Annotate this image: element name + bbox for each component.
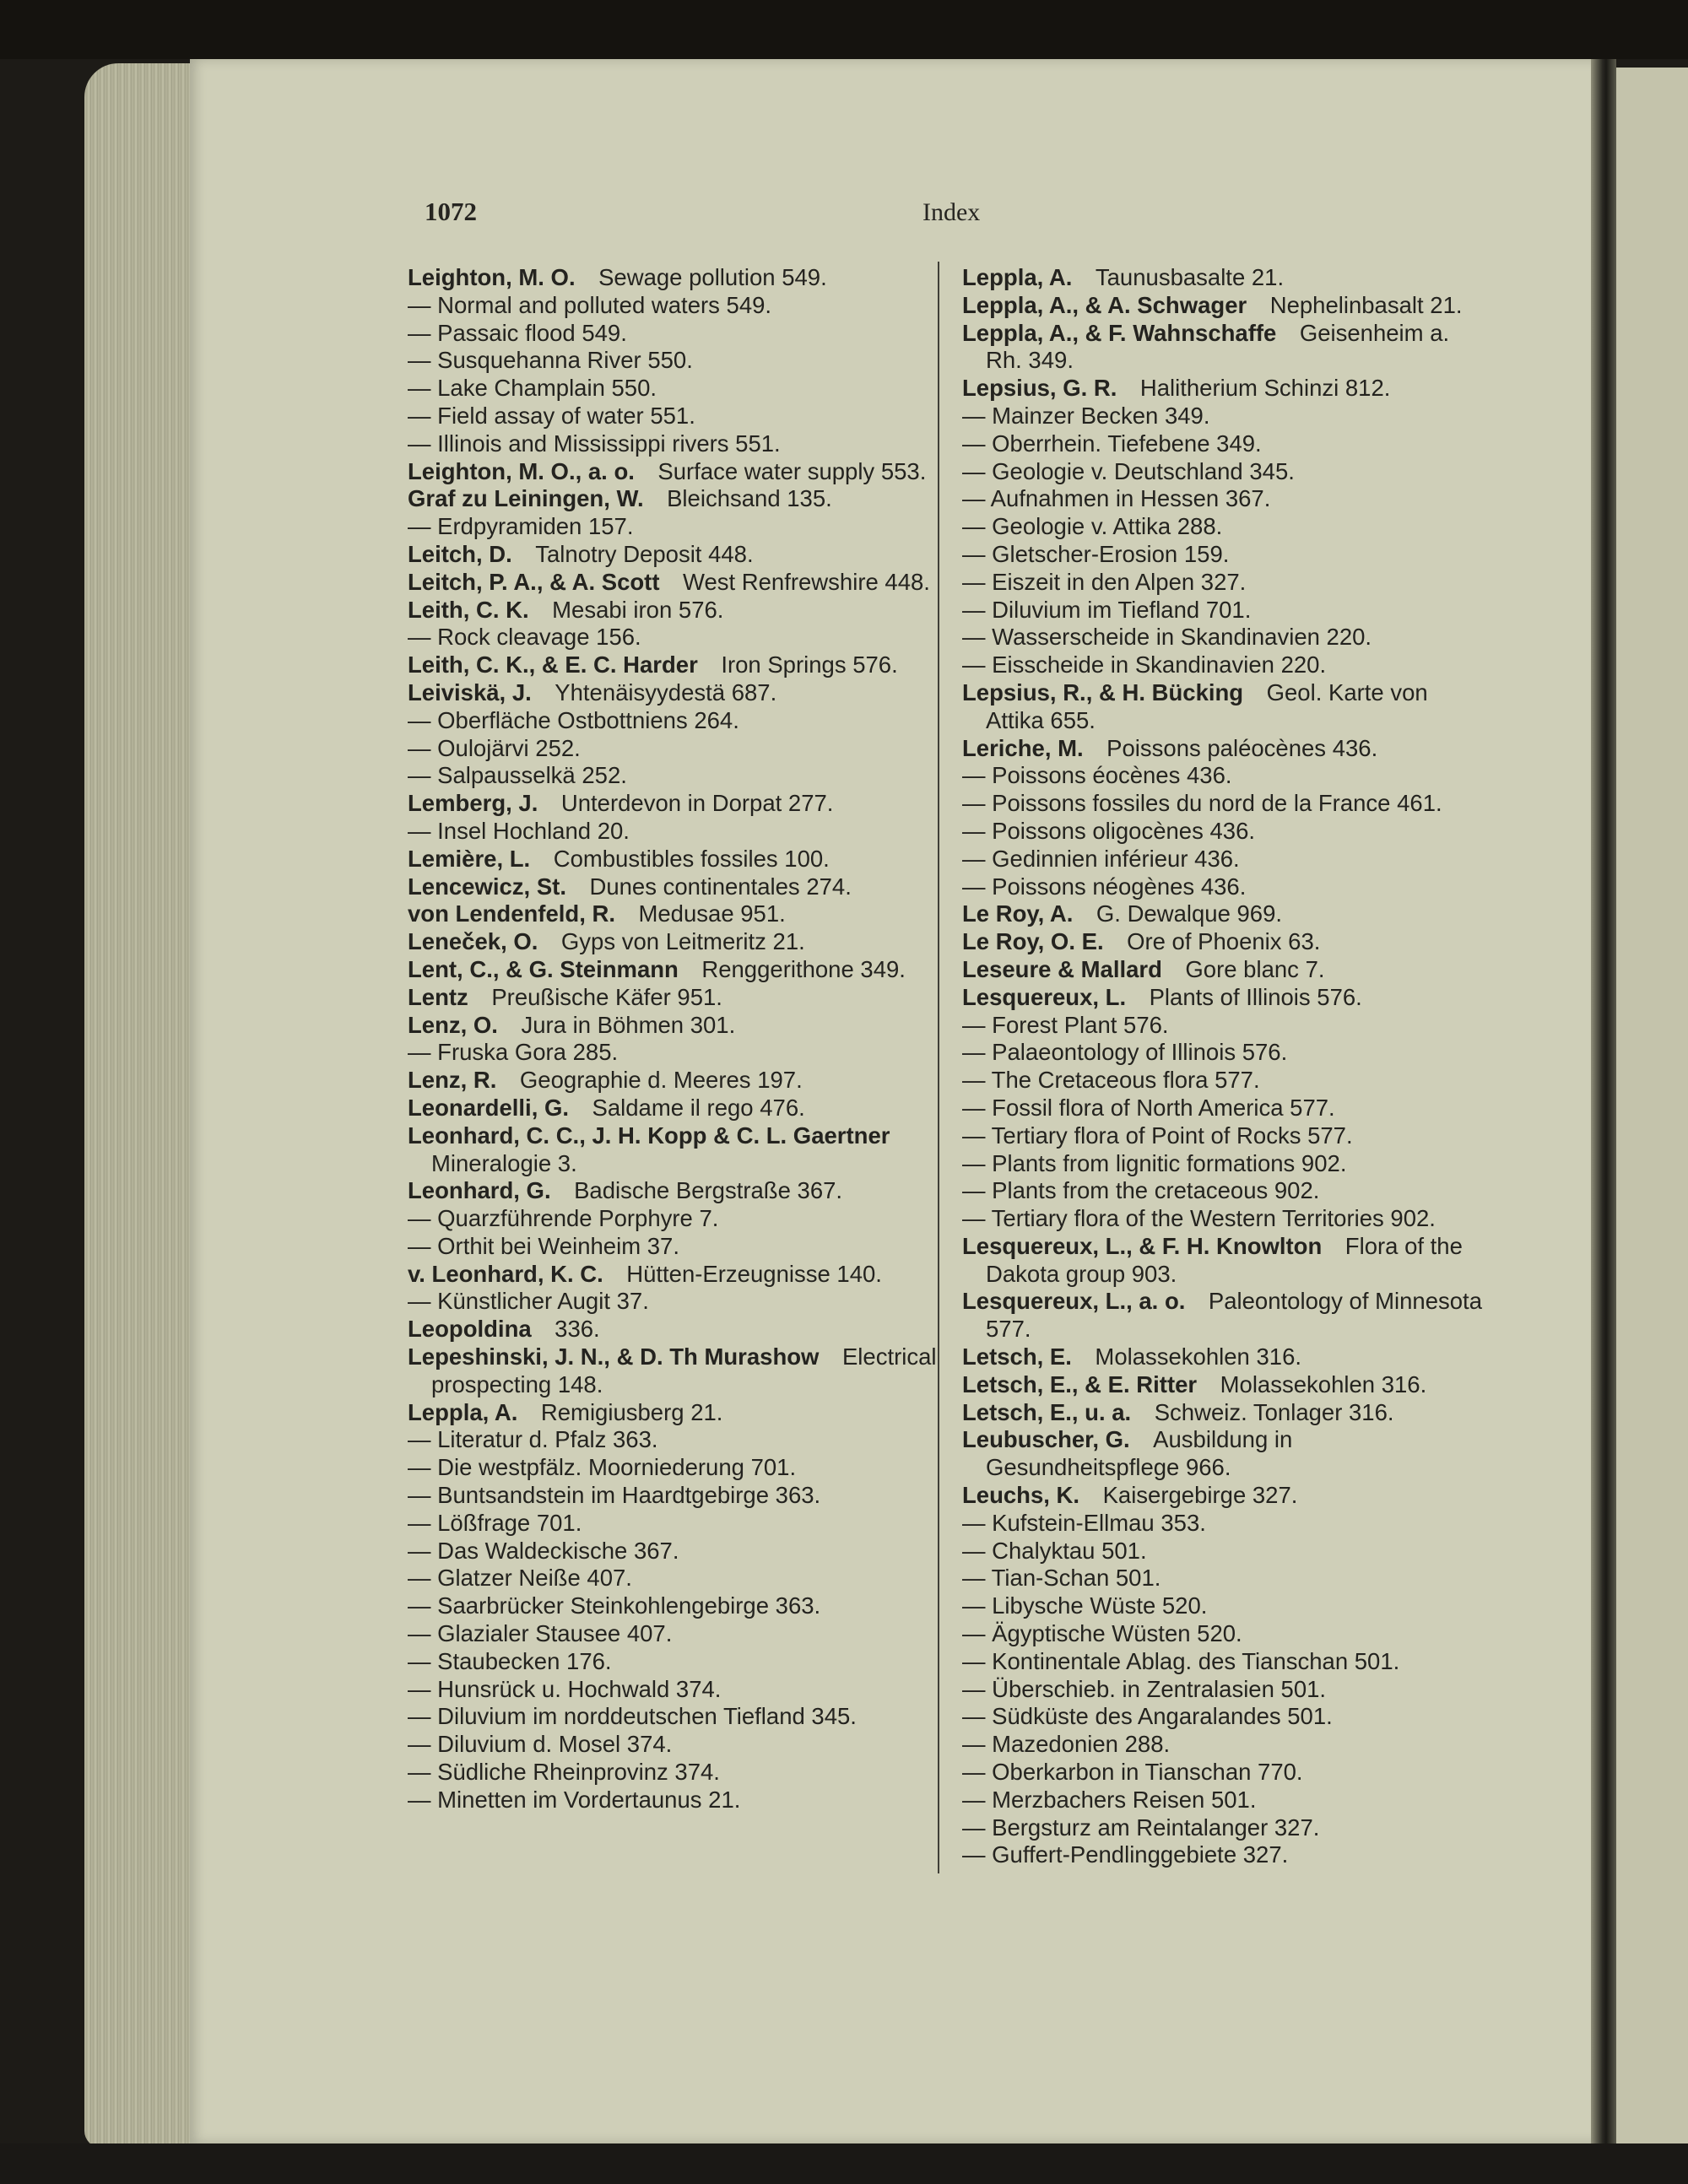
- entry-title: — Poissons éocènes 436.: [962, 762, 1232, 789]
- index-entry: [408, 1399, 937, 1427]
- entry-title: — Plants from lignitic formations 902.: [962, 1149, 1347, 1176]
- entry-title: — Oulojärvi 252.: [408, 734, 581, 761]
- index-entry: [962, 320, 1487, 376]
- index-entry: [962, 1039, 1487, 1067]
- index-entry: [408, 956, 937, 984]
- index-entry: [408, 1067, 937, 1095]
- entry-title: — Literatur d. Pfalz 363.: [408, 1426, 658, 1453]
- entry-title: — Gedinnien inférieur 436.: [962, 845, 1240, 872]
- entry-title: Yhtenäisyydestä 687.: [555, 678, 777, 705]
- entry-title: — Tertiary flora of the Western Territories 902.: [962, 1205, 1436, 1232]
- entry-title: Kaisergebirge 327.: [1102, 1482, 1298, 1509]
- entry-title: — Geologie v. Deutschland 345.: [962, 457, 1295, 484]
- entry-title: — Oberkarbon in Tianschan 770.: [962, 1759, 1303, 1786]
- index-entry: [962, 597, 1487, 624]
- index-entry: [962, 292, 1487, 320]
- entry-author: Leith, C. K., & E. C. Harder: [408, 651, 698, 678]
- index-entry: [408, 430, 937, 458]
- entry-author: Lemière, L.: [408, 845, 531, 872]
- entry-title: Plants of Illinois 576.: [1149, 983, 1362, 1010]
- entry-author: Leonhard, C. C., J. H. Kopp & C. L. Gaertner: [408, 1122, 890, 1149]
- entry-author: Lenz, O.: [408, 1011, 498, 1038]
- index-entry: [962, 513, 1487, 541]
- index-entry: [962, 1538, 1487, 1565]
- index-entry: [962, 679, 1487, 735]
- index-entry: [408, 1039, 937, 1067]
- entry-title: Paleontology of Minnesota 577.: [986, 1288, 1482, 1343]
- entry-title: — Lößfrage 701.: [408, 1509, 582, 1536]
- index-entry: [962, 900, 1487, 928]
- entry-author: Graf zu Leiningen, W.: [408, 485, 644, 512]
- entry-author: Le Roy, A.: [962, 900, 1074, 927]
- entry-title: Geol. Karte von Attika 655.: [986, 678, 1428, 733]
- index-entry: [962, 458, 1487, 486]
- index-entry: [962, 1648, 1487, 1676]
- index-entry: [962, 430, 1487, 458]
- entry-title: G. Dewalque 969.: [1096, 900, 1283, 927]
- entry-title: — Kontinentale Ablag. des Tianschan 501.: [962, 1647, 1400, 1674]
- index-entry: [408, 597, 937, 624]
- entry-author: Lesquereux, L., a. o.: [962, 1288, 1186, 1315]
- index-entry: [408, 1261, 937, 1289]
- entry-title: Mesabi iron 576.: [552, 596, 724, 623]
- index-entry: [408, 513, 937, 541]
- entry-title: Combustibles fossiles 100.: [553, 845, 830, 872]
- entry-title: Unterdevon in Dorpat 277.: [560, 790, 834, 817]
- entry-title: — Fruska Gora 285.: [408, 1039, 619, 1066]
- index-entry: [408, 984, 937, 1012]
- index-entry: [408, 1620, 937, 1648]
- entry-title: — Chalyktau 501.: [962, 1537, 1147, 1564]
- index-entry: [962, 818, 1487, 846]
- index-entry: [408, 735, 937, 763]
- index-entry: [408, 1510, 937, 1538]
- entry-title: Geographie d. Meeres 197.: [519, 1067, 803, 1094]
- entry-title: — Salpausselkä 252.: [408, 762, 627, 789]
- entry-title: — Fossil flora of North America 577.: [962, 1094, 1335, 1121]
- index-entry: [408, 485, 937, 513]
- index-entry: [408, 1592, 937, 1620]
- entry-title: Molassekohlen 316.: [1095, 1343, 1302, 1370]
- index-entry: [962, 569, 1487, 597]
- entry-author: Leonardelli, G.: [408, 1094, 570, 1121]
- index-entry: [408, 1177, 937, 1205]
- entry-title: Surface water supply 553.: [657, 457, 927, 484]
- entry-title: — Libysche Wüste 520.: [962, 1592, 1208, 1619]
- entry-author: Leppla, A., & A. Schwager: [962, 291, 1247, 318]
- index-entry: [408, 928, 937, 956]
- index-entry: [408, 1676, 937, 1704]
- entry-title: — Glazialer Stausee 407.: [408, 1620, 673, 1647]
- index-entry: [962, 1482, 1487, 1510]
- entry-title: — Die westpfälz. Moorniederung 701.: [408, 1454, 797, 1481]
- entry-title: Talnotry Deposit 448.: [535, 540, 754, 567]
- entry-title: — Aufnahmen in Hessen 367.: [962, 485, 1271, 512]
- index-entry: [962, 1592, 1487, 1620]
- entry-title: Nephelinbasalt 21.: [1269, 291, 1463, 318]
- index-entry: [962, 1510, 1487, 1538]
- entry-title: Gore blanc 7.: [1185, 955, 1325, 982]
- index-entry: [408, 1343, 937, 1399]
- index-entry: [408, 790, 937, 818]
- entry-title: 336.: [555, 1316, 600, 1343]
- index-entry: [962, 1814, 1487, 1842]
- index-entry: [408, 846, 937, 873]
- index-entry: [962, 956, 1487, 984]
- entry-title: — Merzbachers Reisen 501.: [962, 1786, 1257, 1813]
- index-entry: [962, 1343, 1487, 1371]
- index-entry: [408, 1538, 937, 1565]
- entry-title: Poissons paléocènes 436.: [1106, 734, 1378, 761]
- entry-title: — Glatzer Neiße 407.: [408, 1565, 632, 1592]
- entry-title: Flora of the Dakota group 903.: [986, 1232, 1463, 1287]
- entry-author: Leneček, O.: [408, 928, 538, 955]
- index-entry: [962, 651, 1487, 679]
- index-entry: [408, 264, 937, 292]
- index-entry: [962, 762, 1487, 790]
- entry-title: — Illinois and Mississippi rivers 551.: [408, 430, 781, 457]
- entry-title: Iron Springs 576.: [721, 651, 898, 678]
- index-entry: [962, 1288, 1487, 1343]
- index-entry: [962, 1426, 1487, 1482]
- scan-background-bottom: [0, 2143, 1688, 2184]
- entry-title: — Kufstein-Ellmau 353.: [962, 1509, 1206, 1536]
- index-entry: [408, 1454, 937, 1482]
- entry-title: — Staubecken 176.: [408, 1647, 612, 1674]
- entry-title: — Eisscheide in Skandinavien 220.: [962, 651, 1327, 678]
- running-head: Index: [922, 198, 981, 226]
- index-entry: [962, 735, 1487, 763]
- entry-title: — Ägyptische Wüsten 520.: [962, 1620, 1242, 1647]
- entry-author: Lencewicz, St.: [408, 873, 566, 900]
- index-entry: [962, 1731, 1487, 1759]
- entry-title: — Südliche Rheinprovinz 374.: [408, 1759, 720, 1786]
- entry-author: Leiviskä, J.: [408, 678, 532, 705]
- entry-title: — Forest Plant 576.: [962, 1011, 1169, 1038]
- entry-title: Geisenheim a. Rh. 349.: [986, 319, 1450, 374]
- index-entry: [408, 1759, 937, 1787]
- entry-title: — Poissons néogènes 436.: [962, 873, 1247, 900]
- entry-author: Lepsius, G. R.: [962, 375, 1117, 402]
- index-entry: [408, 707, 937, 735]
- entry-author: Leppla, A.: [408, 1398, 518, 1425]
- index-entry: [962, 485, 1487, 513]
- entry-title: Renggerithone 349.: [701, 955, 906, 982]
- entry-title: — Diluvium im Tiefland 701.: [962, 596, 1252, 623]
- entry-author: Letsch, E.: [962, 1343, 1072, 1370]
- index-entry: [962, 1399, 1487, 1427]
- entry-title: — Lake Champlain 550.: [408, 375, 657, 402]
- index-entry: [962, 1759, 1487, 1787]
- index-entry: [962, 624, 1487, 651]
- index-entry: [962, 1067, 1487, 1095]
- scan-background-top: [0, 0, 1688, 59]
- entry-title: — Erdpyramiden 157.: [408, 513, 634, 540]
- index-column-left: [408, 264, 937, 1814]
- index-entry: [962, 1565, 1487, 1592]
- entry-author: Leriche, M.: [962, 734, 1084, 761]
- entry-author: Lent, C., & G. Steinmann: [408, 955, 679, 982]
- entry-author: Letsch, E., u. a.: [962, 1398, 1132, 1425]
- entry-title: — Passaic flood 549.: [408, 319, 627, 346]
- entry-title: Bleichsand 135.: [667, 485, 832, 512]
- entry-author: Le Roy, O. E.: [962, 928, 1104, 955]
- entry-author: Lemberg, J.: [408, 790, 538, 817]
- index-entry: [962, 1012, 1487, 1040]
- entry-author: Leighton, M. O.: [408, 264, 576, 290]
- entry-title: — Field assay of water 551.: [408, 402, 695, 429]
- entry-title: Sewage pollution 549.: [598, 264, 827, 290]
- entry-title: — Überschieb. in Zentralasien 501.: [962, 1675, 1327, 1702]
- index-entry: [408, 320, 937, 348]
- index-entry: [408, 1648, 937, 1676]
- entry-author: v. Leonhard, K. C.: [408, 1260, 603, 1287]
- entry-title: — Guffert-Pendlinggebiete 327.: [962, 1841, 1289, 1868]
- index-entry: [408, 762, 937, 790]
- entry-title: — Gletscher-Erosion 159.: [962, 540, 1230, 567]
- entry-title: Medusae 951.: [638, 900, 786, 927]
- entry-title: — Quarzführende Porphyre 7.: [408, 1205, 719, 1232]
- index-entry: [408, 1565, 937, 1592]
- entry-author: Leith, C. K.: [408, 596, 529, 623]
- entry-title: — Oberfläche Ostbottniens 264.: [408, 706, 739, 733]
- index-entry: [408, 624, 937, 651]
- entry-title: — Buntsandstein im Haardtgebirge 363.: [408, 1482, 821, 1509]
- index-column-right: [962, 264, 1487, 1869]
- index-entry: [408, 651, 937, 679]
- index-entry: [408, 1316, 937, 1343]
- entry-title: Ore of Phoenix 63.: [1127, 928, 1321, 955]
- entry-title: Jura in Böhmen 301.: [521, 1011, 736, 1038]
- entry-title: Taunusbasalte 21.: [1095, 264, 1285, 290]
- entry-title: Remigiusberg 21.: [540, 1398, 723, 1425]
- index-entry: [408, 1205, 937, 1233]
- entry-title: — Das Waldeckische 367.: [408, 1537, 679, 1564]
- entry-author: Lepsius, R., & H. Bücking: [962, 678, 1244, 705]
- entry-title: — Mainzer Becken 349.: [962, 402, 1210, 429]
- entry-title: — Rock cleavage 156.: [408, 624, 641, 651]
- entry-author: Leonhard, G.: [408, 1177, 551, 1204]
- index-entry: [408, 347, 937, 375]
- entry-title: — The Cretaceous flora 577.: [962, 1067, 1260, 1094]
- index-entry: [962, 1703, 1487, 1731]
- index-entry: [408, 292, 937, 320]
- entry-title: Hütten-Erzeugnisse 140.: [626, 1260, 882, 1287]
- entry-author: Lesquereux, L.: [962, 983, 1127, 1010]
- entry-title: — Geologie v. Attika 288.: [962, 513, 1223, 540]
- index-entry: [962, 1205, 1487, 1233]
- entry-author: Leseure & Mallard: [962, 955, 1162, 982]
- index-entry: [408, 1731, 937, 1759]
- index-entry: [962, 1371, 1487, 1399]
- entry-author: Lenz, R.: [408, 1067, 497, 1094]
- entry-title: — Poissons oligocènes 436.: [962, 817, 1256, 844]
- index-entry: [408, 1095, 937, 1122]
- entry-title: West Renfrewshire 448.: [682, 568, 930, 595]
- entry-author: Leitch, D.: [408, 540, 512, 567]
- entry-title: — Tertiary flora of Point of Rocks 577.: [962, 1122, 1353, 1149]
- entry-author: Leitch, P. A., & A. Scott: [408, 568, 660, 595]
- index-entry: [962, 790, 1487, 818]
- index-entry: [408, 1703, 937, 1731]
- entry-author: Lepeshinski, J. N., & D. Th Murashow: [408, 1343, 820, 1370]
- index-entry: [408, 1288, 937, 1316]
- index-entry: [962, 984, 1487, 1012]
- entry-author: von Lendenfeld, R.: [408, 900, 615, 927]
- entry-title: Ausbildung in Gesundheitspflege 966.: [986, 1426, 1293, 1481]
- entry-title: — Normal and polluted waters 549.: [408, 291, 772, 318]
- entry-title: — Oberrhein. Tiefebene 349.: [962, 430, 1262, 457]
- page-number: 1072: [425, 197, 477, 226]
- book-gutter: [1591, 59, 1616, 2169]
- index-entry: [962, 541, 1487, 569]
- entry-title: Mineralogie 3.: [431, 1149, 577, 1176]
- index-entry: [408, 1233, 937, 1261]
- index-entry: [962, 1122, 1487, 1150]
- entry-author: Leighton, M. O., a. o.: [408, 457, 635, 484]
- index-entry: [962, 1177, 1487, 1205]
- entry-title: — Minetten im Vordertaunus 21.: [408, 1786, 741, 1813]
- index-entry: [408, 375, 937, 403]
- entry-title: Schweiz. Tonlager 316.: [1154, 1398, 1394, 1425]
- entry-title: — Bergsturz am Reintalanger 327.: [962, 1814, 1320, 1841]
- entry-title: — Eiszeit in den Alpen 327.: [962, 568, 1247, 595]
- index-entry: [962, 873, 1487, 901]
- index-entry: [408, 541, 937, 569]
- index-entry: [962, 375, 1487, 403]
- index-entry: [408, 1122, 937, 1178]
- entry-title: — Künstlicher Augit 37.: [408, 1288, 649, 1315]
- entry-title: Molassekohlen 316.: [1220, 1370, 1427, 1397]
- index-entry: [962, 1233, 1487, 1289]
- entry-title: Dunes continentales 274.: [589, 873, 852, 900]
- index-entry: [408, 1426, 937, 1454]
- index-entry: [408, 1787, 937, 1814]
- index-entry: [962, 1620, 1487, 1648]
- entry-title: Preußische Käfer 951.: [491, 983, 722, 1010]
- entry-title: — Diluvium d. Mosel 374.: [408, 1731, 673, 1758]
- entry-title: — Mazedonien 288.: [962, 1731, 1171, 1758]
- entry-title: Badische Bergstraße 367.: [574, 1177, 843, 1204]
- entry-author: Leppla, A., & F. Wahnschaffe: [962, 319, 1277, 346]
- entry-title: — Orthit bei Weinheim 37.: [408, 1232, 679, 1259]
- index-entry: [408, 403, 937, 430]
- entry-author: Leopoldina: [408, 1316, 532, 1343]
- index-entry: [962, 846, 1487, 873]
- entry-title: — Plants from the cretaceous 902.: [962, 1177, 1320, 1204]
- index-entry: [408, 900, 937, 928]
- index-entry: [962, 403, 1487, 430]
- index-entry: [962, 1787, 1487, 1814]
- index-entry: [962, 1676, 1487, 1704]
- entry-title: — Wasserscheide in Skandinavien 220.: [962, 624, 1372, 651]
- column-divider: [938, 262, 939, 1873]
- index-entry: [408, 679, 937, 707]
- entry-title: Gyps von Leitmeritz 21.: [560, 928, 805, 955]
- entry-title: — Insel Hochland 20.: [408, 817, 630, 844]
- index-entry: [962, 1841, 1487, 1869]
- entry-title: — Palaeontology of Illinois 576.: [962, 1039, 1288, 1066]
- index-entry: [408, 818, 937, 846]
- entry-title: — Saarbrücker Steinkohlengebirge 363.: [408, 1592, 821, 1619]
- entry-title: — Susquehanna River 550.: [408, 347, 693, 374]
- entry-title: — Hunsrück u. Hochwald 374.: [408, 1675, 722, 1702]
- index-entry: [408, 1012, 937, 1040]
- entry-title: — Diluvium im norddeutschen Tiefland 345.: [408, 1703, 857, 1730]
- index-entry: [962, 928, 1487, 956]
- facing-page-edge: [1616, 68, 1688, 2160]
- index-entry: [408, 873, 937, 901]
- entry-author: Lesquereux, L., & F. H. Knowlton: [962, 1232, 1323, 1259]
- entry-author: Letsch, E., & E. Ritter: [962, 1370, 1198, 1397]
- entry-author: Leppla, A.: [962, 264, 1073, 290]
- entry-author: Leuchs, K.: [962, 1482, 1080, 1509]
- index-entry: [962, 1095, 1487, 1122]
- index-entry: [962, 1150, 1487, 1178]
- entry-author: Lentz: [408, 983, 468, 1010]
- index-entry: [962, 264, 1487, 292]
- entry-title: Saldame il rego 476.: [592, 1094, 805, 1121]
- index-entry: [408, 1482, 937, 1510]
- index-entry: [408, 458, 937, 486]
- entry-author: Leubuscher, G.: [962, 1426, 1130, 1453]
- entry-title: Electrical prospecting 148.: [431, 1343, 937, 1397]
- entry-title: — Poissons fossiles du nord de la France 461.: [962, 790, 1442, 817]
- entry-title: — Südküste des Angaralandes 501.: [962, 1703, 1333, 1730]
- index-entry: [408, 569, 937, 597]
- entry-title: Halitherium Schinzi 812.: [1139, 375, 1391, 402]
- entry-title: — Tian-Schan 501.: [962, 1565, 1161, 1592]
